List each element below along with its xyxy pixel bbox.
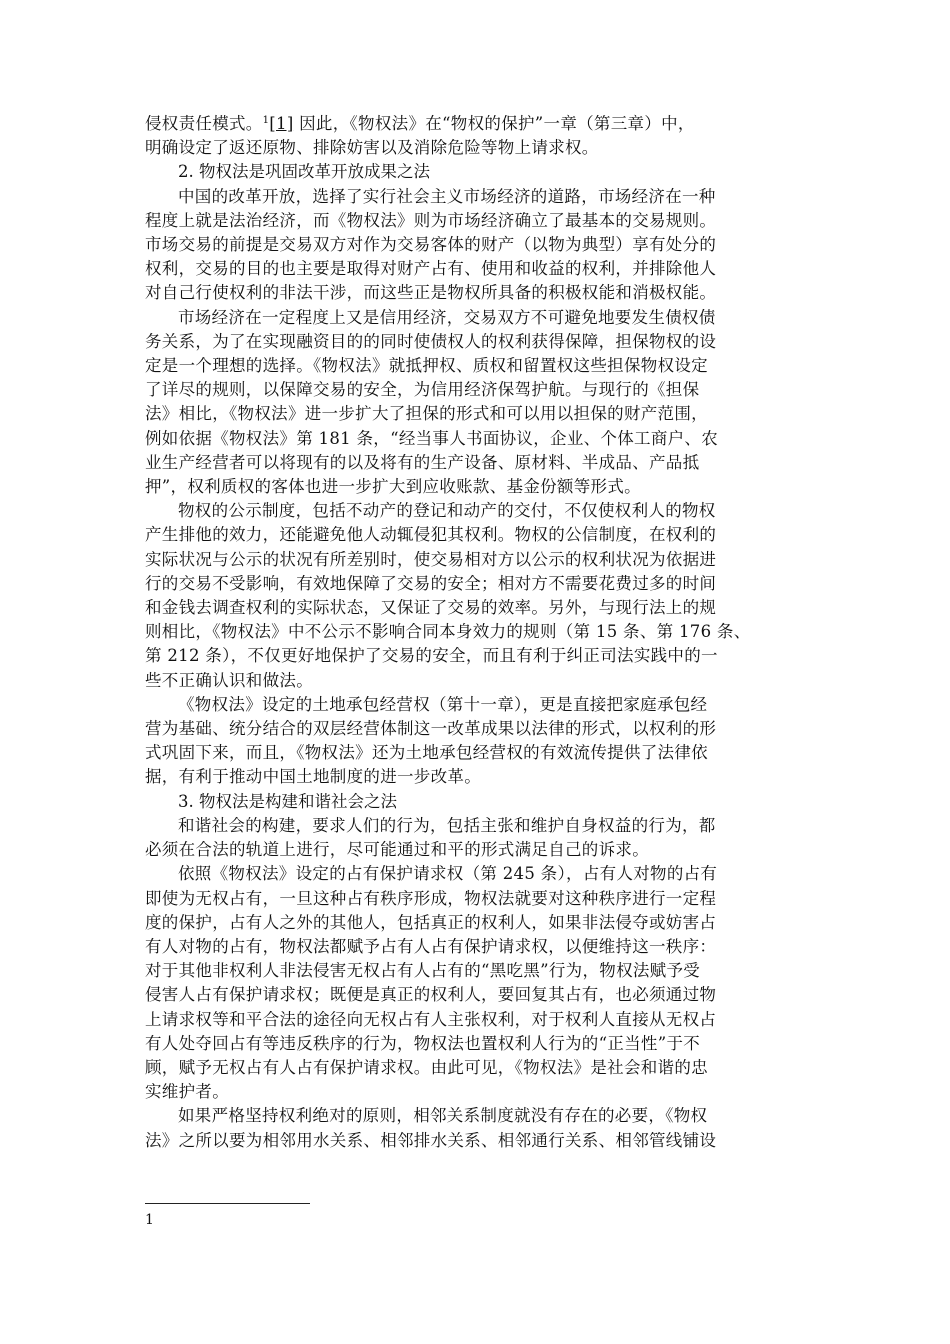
body-paragraph — [145, 499, 805, 693]
text-line: 顾，赋予无权占有人占有保护请求权。由此可见，《物权法》是社会和谐的忠 — [145, 1057, 708, 1077]
text-line: 和金钱去调查权利的实际状态，又保证了交易的效率。另外，与现行法上的规 — [145, 598, 717, 618]
text-line: 上请求权等和平合法的途径向无权占有人主张权利，对于权利人直接从无权占 — [145, 1009, 717, 1029]
text-line: 中国的改革开放，选择了实行社会主义市场经济的道路，市场经济在一种 — [178, 186, 716, 206]
text-line: 据，有利于推动中国土地制度的进一步改革。 — [145, 767, 481, 787]
text-line: 市场交易的前提是交易双方对作为交易客体的财产（以物为典型）享有处分的 — [145, 235, 717, 255]
text-line: 侵害人占有保护请求权；既便是真正的权利人，要回复其占有，也必须通过物 — [145, 985, 717, 1005]
text-line: 法》相比，《物权法》进一步扩大了担保的形式和可以用以担保的财产范围， — [145, 404, 708, 424]
document-body — [145, 112, 805, 1153]
text-line: 押”，权利质权的客体也进一步扩大到应收账款、基金份额等形式。 — [145, 477, 641, 497]
text-line: 有人对物的占有，物权法都赋予占有人占有保护请求权，以便维持这一秩序： — [145, 936, 717, 956]
text-line: 业生产经营者可以将现有的以及将有的生产设备、原材料、半成品、产品抵 — [145, 452, 700, 472]
body-paragraph — [145, 862, 805, 1104]
text-line: 度的保护，占有人之外的其他人，包括真正的权利人，如果非法侵夺或妨害占 — [145, 912, 717, 932]
text-line: 对自己行使权利的非法干涉，而这些正是物权所具备的积极权能和消极权能。 — [145, 283, 717, 303]
text-line: 式巩固下来，而且，《物权法》还为土地承包经营权的有效流传提供了法律依 — [145, 743, 708, 763]
text-line: 产生排他的效力，还能避免他人动辄侵犯其权利。物权的公信制度，在权利的 — [145, 525, 717, 545]
text-line: 例如依据《物权法》第 181 条，“经当事人书面协议，企业、个体工商户、农 — [145, 428, 719, 448]
section-heading: 3. 物权法是构建和谐社会之法 — [178, 791, 397, 811]
line-text: 侵权责任模式。 — [145, 114, 263, 133]
text-line: 明确设定了返还原物、排除妨害以及消除危险等物上请求权。 — [145, 138, 599, 158]
text-line: 如果严格坚持权利绝对的原则，相邻关系制度就没有存在的必要，《物权 — [178, 1106, 708, 1126]
footnote-marker[interactable]: 1 — [262, 115, 270, 126]
footnote-separator — [145, 1203, 310, 1204]
text-line: 即使为无权占有，一旦这种占有秩序形成，物权法就要对这种秩序进行一定程 — [145, 888, 717, 908]
text-line: 物权的公示制度，包括不动产的登记和动产的交付，不仅使权利人的物权 — [178, 501, 716, 521]
text-line: 实际状况与公示的状况有所差别时，使交易相对方以公示的权利状况为依据进 — [145, 549, 717, 569]
text-line: 定是一个理想的选择。《物权法》就抵押权、质权和留置权这些担保物权设定 — [145, 356, 708, 376]
text-line: 实维护者。 — [145, 1082, 229, 1102]
body-paragraph — [145, 693, 805, 790]
text-line: 权利，交易的目的也主要是取得对财产占有、使用和收益的权利，并排除他人 — [145, 259, 717, 279]
line-text: 因此，《物权法》在“物权的保护”一章（第三章）中， — [293, 114, 695, 133]
footnote-number: 1 — [145, 1212, 154, 1228]
text-line: 第 212 条），不仅更好地保护了交易的安全，而且有利于纠正司法实践中的一 — [145, 646, 718, 666]
body-paragraph — [145, 185, 805, 306]
text-line: 则相比，《物权法》中不公示不影响合同本身效力的规则（第 15 条、第 176 条、 — [145, 622, 751, 642]
body-paragraph — [145, 306, 805, 500]
body-paragraph — [145, 1104, 805, 1152]
reference-link[interactable]: [1] — [269, 114, 294, 133]
body-paragraph — [145, 814, 805, 862]
text-line: 必须在合法的轨道上进行，尽可能通过和平的形式满足自己的诉求。 — [145, 840, 649, 860]
text-line: 和谐社会的构建，要求人们的行为，包括主张和维护自身权益的行为，都 — [178, 815, 716, 835]
text-line: 程度上就是法治经济，而《物权法》则为市场经济确立了最基本的交易规则。 — [145, 210, 717, 230]
text-line: 依照《物权法》设定的占有保护请求权（第 245 条），占有人对物的占有 — [178, 864, 718, 884]
text-line: 了详尽的规则，以保障交易的安全，为信用经济保驾护航。与现行的《担保 — [145, 380, 700, 400]
text-line: 些不正确认识和做法。 — [145, 670, 313, 690]
text-line: 行的交易不受影响，有效地保障了交易的安全；相对方不需要花费过多的时间 — [145, 573, 717, 593]
text-line: 有人处夺回占有等违反秩序的行为，物权法也置权利人行为的“正当性”于不 — [145, 1033, 701, 1053]
section-heading: 2. 物权法是巩固改革开放成果之法 — [178, 162, 430, 182]
text-line: 务关系，为了在实现融资目的的同时使债权人的权利获得保障，担保物权的设 — [145, 331, 717, 351]
body-paragraph — [145, 112, 805, 160]
text-line: 营为基础、统分结合的双层经营体制这一改革成果以法律的形式，以权利的形 — [145, 719, 717, 739]
text-line: 法》之所以要为相邻用水关系、相邻排水关系、相邻通行关系、相邻管线铺设 — [145, 1130, 717, 1150]
text-line: 《物权法》设定的土地承包经营权（第十一章），更是直接把家庭承包经 — [178, 694, 708, 714]
text-line — [145, 112, 805, 136]
text-line: 市场经济在一定程度上又是信用经济，交易双方不可避免地要发生债权债 — [178, 307, 716, 327]
text-line: 对于其他非权利人非法侵害无权占有人占有的“黑吃黑”行为，物权法赋予受 — [145, 961, 701, 981]
